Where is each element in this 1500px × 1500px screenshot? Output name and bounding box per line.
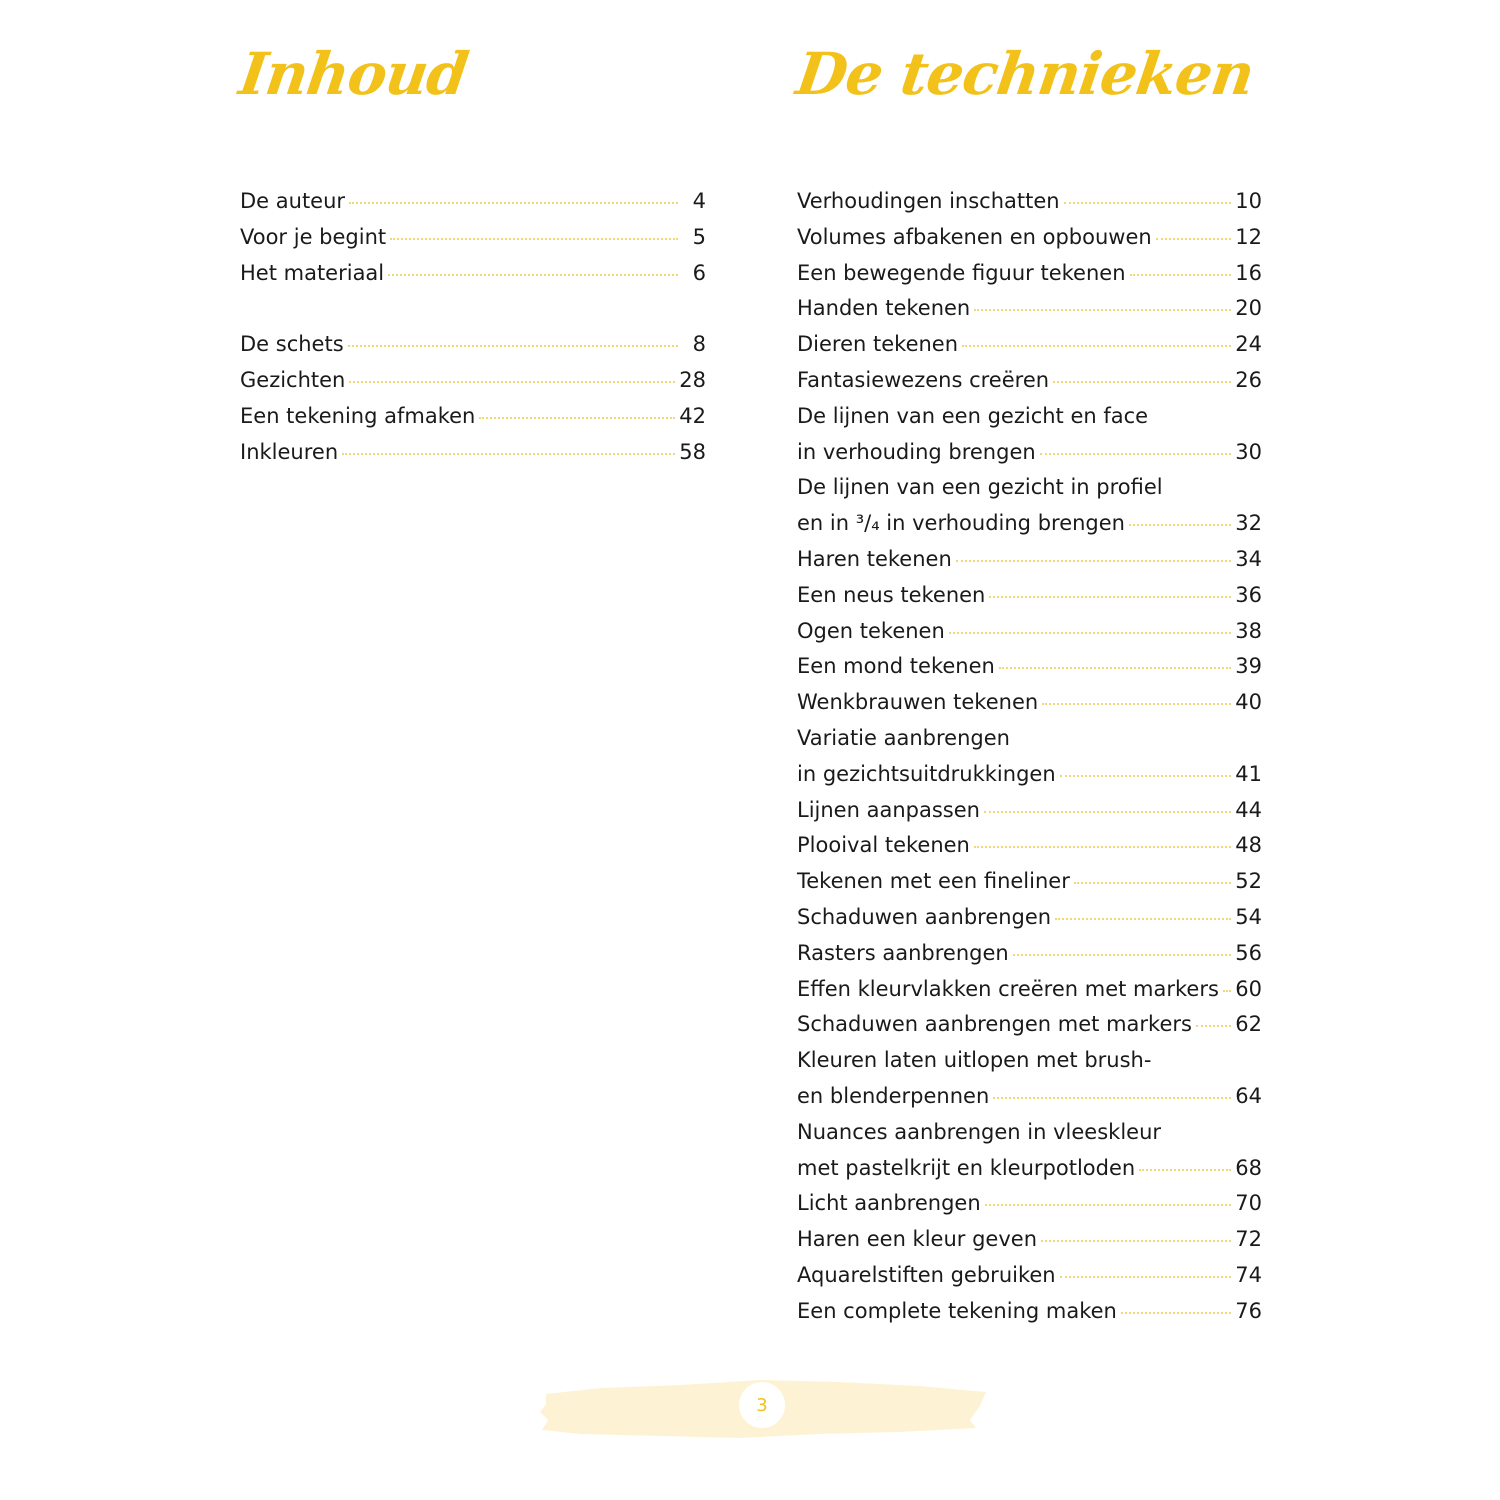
entry-page-number: 72 <box>1235 1227 1262 1252</box>
dotted-leader <box>479 417 675 419</box>
toc-entry <box>797 1007 1262 1043</box>
entry-page-number: 5 <box>692 224 706 249</box>
dotted-leader <box>1074 882 1231 884</box>
toc-entry <box>797 1043 1262 1115</box>
toc-entry <box>797 793 1262 829</box>
toc-entry <box>797 1222 1262 1258</box>
entry-title: Handen tekenen <box>797 296 971 321</box>
entry-title: Een complete tekening maken <box>797 1298 1117 1323</box>
entry-page-number: 24 <box>1235 332 1262 357</box>
dotted-leader <box>1130 274 1232 276</box>
toc-entry <box>797 256 1262 292</box>
entry-page-number: 20 <box>1235 296 1262 321</box>
toc-entry <box>797 936 1262 972</box>
entry-title: De lijnen van een gezicht en face <box>797 403 1149 428</box>
entry-title: Volumes afbakenen en opbouwen <box>797 224 1152 249</box>
dotted-leader <box>1055 918 1231 920</box>
entry-page-number: 34 <box>1235 546 1262 571</box>
toc-entry <box>797 327 1262 363</box>
toc-entry <box>240 363 706 399</box>
entry-title: Ogen tekenen <box>797 618 945 643</box>
toc-heading: Inhoud <box>235 40 472 108</box>
entry-title: Inkleuren <box>240 439 339 464</box>
entry-page-number: 8 <box>692 332 706 357</box>
entry-title: Tekenen met een fineliner <box>797 869 1070 894</box>
dotted-leader <box>1060 775 1232 777</box>
toc-entry <box>797 1294 1262 1330</box>
dotted-leader <box>1042 703 1231 705</box>
dotted-leader <box>1129 524 1231 526</box>
entry-title: Fantasiewezens creëren <box>797 367 1050 392</box>
toc-entry <box>240 435 706 471</box>
entry-title: in gezichtsuitdrukkingen <box>797 761 1056 786</box>
entry-title: De schets <box>240 332 344 357</box>
toc-entry <box>240 399 706 435</box>
entry-title: Licht aanbrengen <box>797 1191 981 1216</box>
entry-page-number: 48 <box>1235 833 1262 858</box>
toc-entry <box>797 1115 1262 1187</box>
toc-entry <box>797 542 1262 578</box>
entry-page-number: 12 <box>1235 224 1262 249</box>
entry-title: Lijnen aanpassen <box>797 797 980 822</box>
toc-entry <box>797 972 1262 1008</box>
entry-page-number: 70 <box>1235 1191 1262 1216</box>
dotted-leader <box>956 560 1232 562</box>
entry-title: Dieren tekenen <box>797 332 959 357</box>
toc-entry <box>797 900 1262 936</box>
dotted-leader <box>974 309 1231 311</box>
entry-page-number: 44 <box>1235 797 1262 822</box>
entry-title: Schaduwen aanbrengen <box>797 904 1052 929</box>
dotted-leader <box>342 453 675 455</box>
entry-title: Een mond tekenen <box>797 654 995 679</box>
entry-title: Plooival tekenen <box>797 833 970 858</box>
dotted-leader <box>999 667 1231 669</box>
dotted-leader <box>348 345 678 347</box>
toc-entry <box>797 363 1262 399</box>
dotted-leader <box>1064 202 1232 204</box>
dotted-leader <box>390 238 678 240</box>
entry-page-number: 6 <box>692 260 706 285</box>
dotted-leader <box>984 811 1231 813</box>
entry-title: in verhouding brengen <box>797 439 1036 464</box>
dotted-leader <box>1040 453 1232 455</box>
toc-entry <box>240 327 706 363</box>
entry-title: Voor je begint <box>240 224 387 249</box>
toc-entry <box>797 291 1262 327</box>
toc-entry <box>240 220 706 256</box>
dotted-leader <box>985 1204 1232 1206</box>
entry-title: Rasters aanbrengen <box>797 940 1009 965</box>
toc-entry <box>240 184 706 220</box>
dotted-leader <box>974 846 1231 848</box>
entry-page-number: 39 <box>1235 654 1262 679</box>
toc-entry <box>797 864 1262 900</box>
entry-title: Schaduwen aanbrengen met markers <box>797 1012 1192 1037</box>
entry-page-number: 52 <box>1235 869 1262 894</box>
toc-entry <box>797 1258 1262 1294</box>
entry-title: Een neus tekenen <box>797 582 986 607</box>
entry-title: met pastelkrijt en kleurpotloden <box>797 1155 1136 1180</box>
entry-title: De auteur <box>240 189 346 213</box>
toc-entry <box>797 220 1262 256</box>
entry-page-number: 4 <box>692 189 706 213</box>
group-spacer <box>240 291 706 327</box>
entry-page-number: 76 <box>1235 1298 1262 1323</box>
entry-title: De lijnen van een gezicht in profiel <box>797 475 1163 500</box>
dotted-leader <box>1223 990 1231 992</box>
toc-entry <box>797 184 1262 220</box>
entry-page-number: 26 <box>1235 367 1262 392</box>
entry-page-number: 62 <box>1235 1012 1262 1037</box>
entry-title: Wenkbrauwen tekenen <box>797 690 1039 715</box>
entry-title: Variatie aanbrengen <box>797 725 1010 750</box>
toc-entry <box>797 1186 1262 1222</box>
dotted-leader <box>1060 1276 1232 1278</box>
entry-page-number: 32 <box>1235 511 1262 536</box>
entry-title: Een bewegende figuur tekenen <box>797 260 1126 285</box>
toc-entry <box>797 721 1262 793</box>
entry-title: Haren tekenen <box>797 546 952 571</box>
entry-page-number: 40 <box>1235 690 1262 715</box>
toc-entry <box>797 399 1262 471</box>
entry-title: Nuances aanbrengen in vleeskleur <box>797 1119 1162 1144</box>
entry-page-number: 54 <box>1235 904 1262 929</box>
entry-title: en in ³/₄ in verhouding brengen <box>797 511 1125 536</box>
entry-page-number: 36 <box>1235 582 1262 607</box>
entry-page-number: 30 <box>1235 439 1262 464</box>
toc-entry <box>797 614 1262 650</box>
toc-entry <box>797 470 1262 542</box>
entry-title: Effen kleurvlakken creëren met markers <box>797 976 1219 1001</box>
entry-title: Een tekening afmaken <box>240 403 476 428</box>
entry-page-number: 68 <box>1235 1155 1262 1180</box>
techniques-list <box>797 184 1262 1330</box>
dotted-leader <box>1041 1240 1231 1242</box>
dotted-leader <box>1156 238 1232 240</box>
entry-title: Aquarelstiften gebruiken <box>797 1262 1056 1287</box>
entry-title: en blenderpennen <box>797 1083 990 1108</box>
dotted-leader <box>989 596 1231 598</box>
entry-page-number: 58 <box>679 439 706 464</box>
dotted-leader <box>1013 954 1232 956</box>
toc-entry <box>797 685 1262 721</box>
entry-title: Gezichten <box>240 368 346 393</box>
dotted-leader <box>349 202 678 204</box>
dotted-leader <box>949 632 1231 634</box>
dotted-leader <box>349 381 675 383</box>
dotted-leader <box>1053 381 1231 383</box>
toc-entry <box>240 256 706 292</box>
entry-title: Verhoudingen inschatten <box>797 189 1060 213</box>
dotted-leader <box>1196 1025 1231 1027</box>
toc-entry <box>797 828 1262 864</box>
toc-list <box>240 184 706 471</box>
page-number: 3 <box>739 1382 785 1428</box>
dotted-leader <box>993 1097 1231 1099</box>
entry-page-number: 16 <box>1235 260 1262 285</box>
entry-title: Het materiaal <box>240 260 385 285</box>
entry-page-number: 74 <box>1235 1262 1262 1287</box>
dotted-leader <box>388 274 678 276</box>
toc-entry <box>797 578 1262 614</box>
entry-page-number: 38 <box>1235 618 1262 643</box>
dotted-leader <box>962 345 1231 347</box>
entry-title: Haren een kleur geven <box>797 1227 1038 1252</box>
entry-page-number: 60 <box>1235 976 1262 1001</box>
dotted-leader <box>1139 1169 1231 1171</box>
entry-page-number: 28 <box>679 368 706 393</box>
entry-page-number: 10 <box>1235 189 1262 213</box>
entry-page-number: 41 <box>1235 761 1262 786</box>
entry-page-number: 56 <box>1235 940 1262 965</box>
dotted-leader <box>1121 1312 1231 1314</box>
entry-page-number: 42 <box>679 403 706 428</box>
entry-page-number: 64 <box>1235 1083 1262 1108</box>
toc-entry <box>797 649 1262 685</box>
techniques-heading: De technieken <box>792 40 1258 108</box>
entry-title: Kleuren laten uitlopen met brush- <box>797 1048 1152 1073</box>
